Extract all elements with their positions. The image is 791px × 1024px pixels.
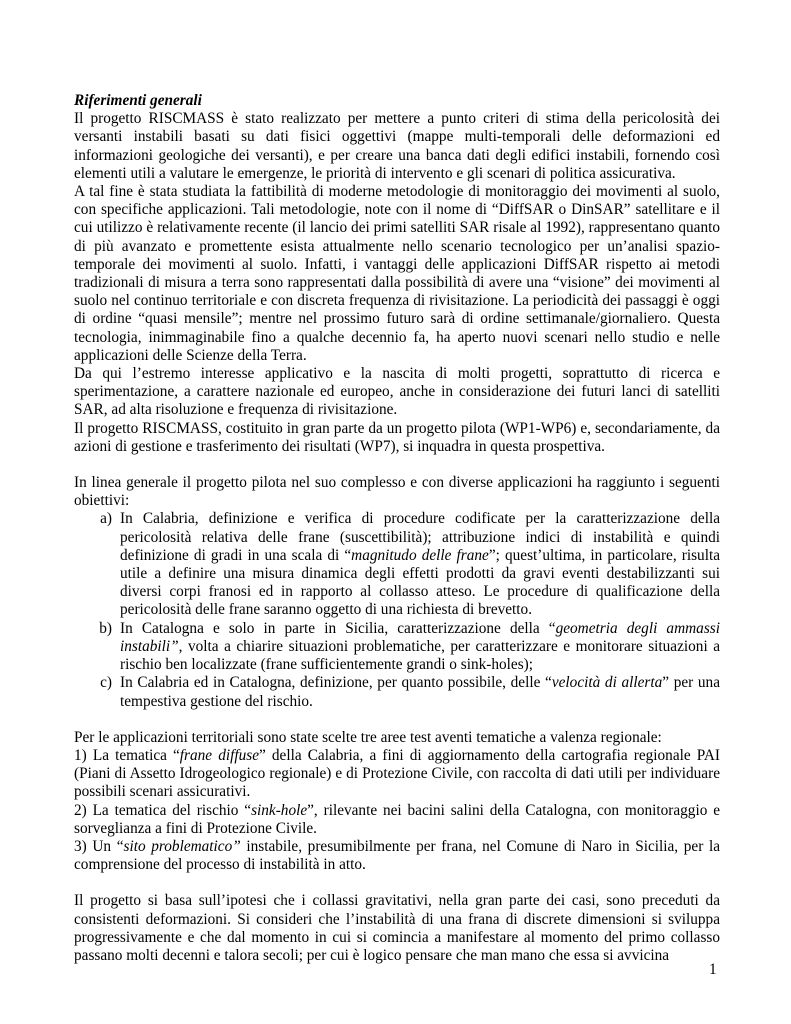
objectives-list <box>74 510 720 710</box>
list-item <box>74 510 720 619</box>
objectives-intro: In linea generale il progetto pilota nel suo complesso e con diverse applicazioni ha raggiunto i seguenti obiettivi: <box>74 474 720 510</box>
areas-intro: Per le applicazioni territoriali sono state scelte tre aree test aventi tematiche a valenza regionale: <box>74 728 662 746</box>
area-item-3: 3) Un “sito problematico” instabile, presumibilmente per frana, nel Comune di Naro in Sicilia, per la comprensione del processo di instabilità in atto. <box>74 837 720 874</box>
section-heading: Riferimenti generali <box>74 92 202 109</box>
intro-paragraph-3: Da qui l’estremo interesse applicativo e la nascita di molti progetti, soprattutto di ricerca e sperimentazione, a carattere nazionale ed europeo, anche in considerazione dei futuri lanci di satelliti SAR, ad alta risoluzione e frequenza di rivisitazione. <box>74 365 720 419</box>
list-item <box>74 674 720 710</box>
list-item-text: In Calabria, definizione e verifica di procedure codificate per la caratterizzazione della pericolosità relativa delle frane (suscettibilità); attribuzione indici di instabilità e quindi definizione di gradi in una scala di “magnitudo delle frane”; quest’ultima, in particolare, risulta utile a definire una misura dinamica degli effetti prodotti da gravi eventi destabilizzanti sui diversi corpi franosi ed in rapporto al collasso atteso. Le procedure di qualificazione della pericolosità delle frane saranno oggetto di una richiesta di brevetto. <box>120 510 720 619</box>
intro-paragraph-4: Il progetto RISCMASS, costituito in gran parte da un progetto pilota (WP1-WP6) e, secondariamente, da azioni di gestione e trasferimento dei risultati (WP7), si inquadra in questa prospettiva. <box>74 419 720 455</box>
area-item-1: 1) La tematica “frane diffuse” della Calabria, a fini di aggiornamento della cartografia regionale PAI (Piani di Assetto Idrogeologico regionale) e di Protezione Civile, con raccolta di dati utili per individuare possibili scenari assicurativi. <box>74 746 720 801</box>
page-number: 1 <box>709 961 717 978</box>
intro-paragraph-2: A tal fine è stata studiata la fattibilità di moderne metodologie di monitoraggio dei movimenti al suolo, con specifiche applicazioni. Tali metodologie, note con il nome di “DiffSAR o DinSAR” satellitare e il cui utilizzo è relativamente recente (il lancio dei primi satelliti SAR risale al 1992), rappresentano quanto di più avanzato e promettente esista attualmente nello scenario tecnologico per un’analisi spazio-temporale dei movimenti al suolo. Infatti, i vantaggi delle applicazioni DiffSAR rispetto ai metodi tradizionali di misura a terra sono rappresentati dalla possibilità di avere una “visione” dei movimenti al suolo nel continuo territoriale e con discreta frequenza di rivisitazione. La periodicità dei passaggi è oggi di ordine “quasi mensile”; mentre nel prossimo futuro sarà di ordine settimanale/giornaliero. Questa tecnologia, inimmaginabile fino a qualche decennio fa, ha aperto nuovi scenari nello studio e nelle applicazioni delle Scienze della Terra. <box>74 183 720 364</box>
paragraph-spacer <box>74 456 720 474</box>
list-item-text: In Catalogna e solo in parte in Sicilia, caratterizzazione della “geometria degli ammassi instabili”, volta a chiarire situazioni problematiche, per caratterizzare e monitorare situazioni a rischio ben localizzate (frane sufficientemente grandi o sink-holes); <box>120 619 720 674</box>
closing-paragraph: Il progetto si basa sull’ipotesi che i collassi gravitativi, nella gran parte dei casi, sono preceduti da consistenti deformazioni. Si consideri che l’instabilità di una frana di discrete dimensioni si sviluppa progressivamente e che dal momento in cui si comincia a manifestare al momento del primo collasso passano molti decenni e talora secoli; per cui è logico pensare che man mano che essa si avvicina <box>74 892 720 964</box>
list-marker: b) <box>99 619 112 637</box>
list-item-text: In Calabria ed in Catalogna, definizione, per quanto possibile, delle “velocità di allerta” per una tempestiva gestione del rischio. <box>120 674 720 710</box>
intro-paragraph-1: Il progetto RISCMASS è stato realizzato per mettere a punto criteri di stima della pericolosità dei versanti instabili basati su dati fisici oggettivi (mappe multi-temporali delle deformazioni ed informazioni geologiche dei versanti), e per creare una banca dati degli edifici instabili, fornendo così elementi utili a valutare le emergenze, le priorità di intervento e gli scenari di politica assicurativa. <box>74 110 720 182</box>
document-body <box>74 92 720 965</box>
list-marker: c) <box>100 674 112 692</box>
list-item <box>74 620 720 675</box>
paragraph-spacer <box>74 711 720 729</box>
area-item-2: 2) La tematica del rischio “sink-hole”, rilevante nei bacini salini della Catalogna, con monitoraggio e sorveglianza a fini di Protezione Civile. <box>74 801 720 837</box>
list-marker: a) <box>100 510 112 528</box>
paragraph-spacer <box>74 874 720 892</box>
